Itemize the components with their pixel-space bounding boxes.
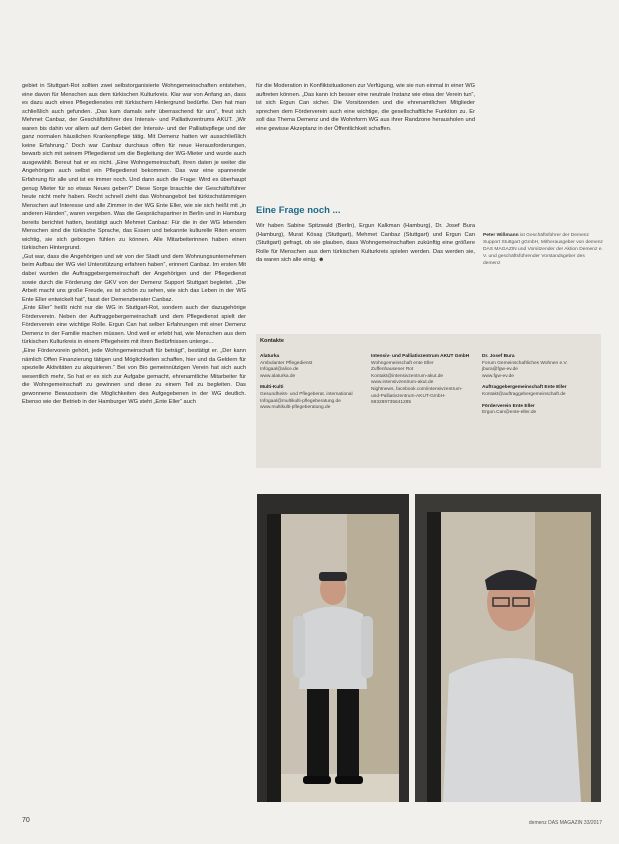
author-name: Peter Wißmann (483, 233, 519, 238)
paragraph: „Eine Fördervorein gehört, jede Wohngemeinschaft für beträgt“, bestätigt er. „Der kann nämlich Offen Finanzierung tätigen und Möglichkeiten schaffen, hier und da Geldern für spezielle Aktivitäten zu akquirieren.“ Bei von Bio gemeinnützigen Verein hat sich auch wesentlich mehr, So hat er es sich zur Aufgabe gemacht, ehrenamtliche Mitarbeiter für die Wohngemeinschaft zu gewinnen und diese zu einem Teil zu begleiten. Das gewonnene Bewusstsein die Möglichkeiten des Aufgegebenen in der WG deutlich. Ebenso wie der Betrieb in der Hamburger WG steht „Ente Eller“ auch (22, 347, 246, 406)
paragraph: „Ente Eller“ heißt nicht nur die WG in Stuttgart-Rot, sondern auch der dazugehörige Förderverein. Neben der Auftraggebergemeinschaft und dem Pflegedienst spielt der Förderverein eine wichtige Rolle. Ergun Can hat selber Erfahrungen mit einer Demenz Demenz in der Familie machen müssen. Und weil er erlebt hat, wie Menschen aus dem türkischen Kulturkreis in einem Pflegeheim mit ihren Bedürfnissen unterge... (22, 305, 246, 346)
contact-heading: Dr. Josef Bura (482, 354, 515, 359)
photo-man-portrait (415, 494, 601, 802)
contacts-box (256, 334, 601, 468)
contact-line: Gesundheits- und Pflegeberat. international (260, 391, 353, 397)
contacts-title: Kontakte (260, 338, 284, 344)
contact-line: www.fgw-ev.de (482, 373, 514, 379)
contact-heading: Förderverein Ente Eller (482, 403, 535, 409)
contact-heading: Intensiv- und Palliativzentrum AKUT GmbH (371, 354, 470, 359)
page-number: 70 (22, 817, 30, 824)
contact-line: www.alaturka.de (260, 373, 296, 379)
contact-line: Kontakt@intensivzentrum-akut.de (371, 373, 444, 379)
article-right-column (256, 82, 475, 192)
author-bio: ist Geschäftsführer der Demenz Support Stuttgart gGmbH, Mitherausgeber von demenz DAS MAGAZIN und Vorsitzender der Aktion Demenz e. V. und geschäftsführender Vorstandsgeber des demenz (483, 233, 603, 266)
contact-heading: Multi-Kulti (260, 385, 284, 391)
contact-line: Kontakt@auftraggebergemeinschaft.de (482, 391, 566, 397)
section-heading: Eine Frage noch ... (256, 205, 341, 216)
photo-man-in-doorway (257, 494, 409, 802)
contact-heading: Auftraggebergemeinschaft Ente Eller (482, 385, 567, 391)
contacts-column-2 (371, 354, 471, 407)
contact-line: jbura@fgw-ev.de (482, 367, 518, 373)
contact-line: Infogaal@alice.de (260, 367, 299, 373)
paragraph: „Gut war, dass die Angehörigen und wir von der Stadt und dem Wohnungsunternehmen beim Aufbau der WG viel Unterstützung erfahren haben“, erinnert Canbaz. Im ersten Mit dabei wurden die Auftraggebergemeinschaft der Angehörigen und der Pflegedienst sowie durch die Förderung der GKV von der Demenz Support Stuttgart begleitet. „Die Arbeit macht uns große Freude, es ist schön zu sehen, wie sich das Leben in der WG Ente Eller entwickelt hat“, fasst der Demenzberater Canbaz. (22, 253, 246, 303)
contacts-column-3 (482, 354, 597, 417)
contact-line: Ergun.Can@ente-eller.de (482, 410, 537, 416)
contact-line: Ambulanter Pflegedienst (260, 360, 313, 366)
contact-line: Forum Gemeinschaftliches Wohnen e.V. (482, 360, 568, 366)
contact-line: Infogaal@multikulti-pflegeberatung.de (260, 398, 341, 404)
article-left-column (22, 82, 246, 804)
author-caption (483, 232, 603, 267)
contact-line: www.multikulti-pflegeberatung.de (260, 405, 331, 411)
contact-line: www.intensivzentrum-akut.de (371, 380, 434, 386)
contact-line: Zuffenhausener Rot (371, 367, 414, 373)
contacts-column-1 (260, 354, 360, 412)
contact-line: Wohngemeinschaft ente Eller (371, 360, 434, 366)
contact-line: Nightnews, facebook.com/intensivzentrum-und-Palliativzentrum-AKUT-GmbH-693289735641285 (371, 386, 463, 406)
magazine-footer: demenz DAS MAGAZIN 33/2017 (528, 820, 602, 826)
contact-heading: Alaturka (260, 354, 280, 359)
paragraph: für die Moderation in Konfliktsituationen zur Verfügung, wie sie nun einmal in einer WG auftreten können. „Das kann ich besser eine neutrale Instanz wie etwa der Verein tun“, ist sich Ergun Can sicher. Die Vorsitzenden und die ehrenamtlichen Mitglieder sprechen dem Förderverein auch eine wichtige, die gesellschaftliche Funktion zu. Er soll das Thema Demenz und die Wohnform WG aus ihrer Randzone herausholen und eine gewisse Akzeptanz in der Öffentlichkeit schaffen. (256, 83, 475, 132)
section-paragraph: Wir haben Sabine Spitzwald (Berlin), Ergun Kalkman (Hamburg), Dr. Josef Bura (Hamburg), Murat Kösaş (Stuttgart), Mehmet Canbaz (Stuttgart) und Ergun Can (Stuttgart) gefragt, ob sie glauben, dass Wohngemeinschaften zukünftig eine größere Rolle für Menschen aus dem türkischen Kulturkreis spielen werden. Das werden sie, da waren sich alle einig. ☻ (256, 223, 475, 264)
paragraph: gebiet in Stuttgart-Rot sollten zwei selbstorganisierte Wohngemeinschaften entstehen, eine davon für Menschen aus dem türkischen Kulturkreis. Klar war von Anfang an, dass es dazu auch eines Pflegedienstes mit türkischem Hintergrund bedürfte. Den hat man schließlich auch gefunden. „Das kam damals sehr überraschend für uns“, freut sich Mehmet Canbaz, der Geschäftsführer des Intensiv- und Palliativzentrums AKUT. „Wir waren bis dahin vor allem auf dem Gebiet der Intensiv- und der Palliativpflege und der ganz normalen häuslichen Krankenpflege tätig. Mit Demenz hatten wir ausschließlich keine Erfahrung.“ Doch war Canbaz durchaus offen für neue Herausforderungen, bewarb sich mit seinem Pflegedienst um die Begleitung der WG-Mieter und wurde auch ausgewählt. Bereut hat er es nicht. „Eine Wohngemeinschaft, ihren daten je weiter die Angehörigen auch selbst ein Pflegedienst bekommen. Das war eine spannende Erfahrung für alle und ist es immer noch. Und dann auch die Frage: Wird es überhaupt genug Mieter für so etwas Neues geben?“ Diese Sorge brauchte der Geschäftsführer heute nicht mehr haben. Recht schnell zieht das Wohnangebot bei türkischstämmigen Menschen auf Interesse und alle Zimmer in der WG Ente Eller, wie sie sich heißt mit „in anderen Händen“, waren vergeben. Was die Gesprächspartner in Berlin und in Hamburg bereits berichtet hatten, bestätigt auch Mehmet Canbaz: Für die in der WG lebenden Menschen sind die türkische Sprache, das Essen und bekannte kulturelle Riten enorm wichtig, sie sich geborgen fühlen zu können. Alle Mitarbeiterinnen haben einen türkischen Hintergrund. (22, 83, 246, 252)
